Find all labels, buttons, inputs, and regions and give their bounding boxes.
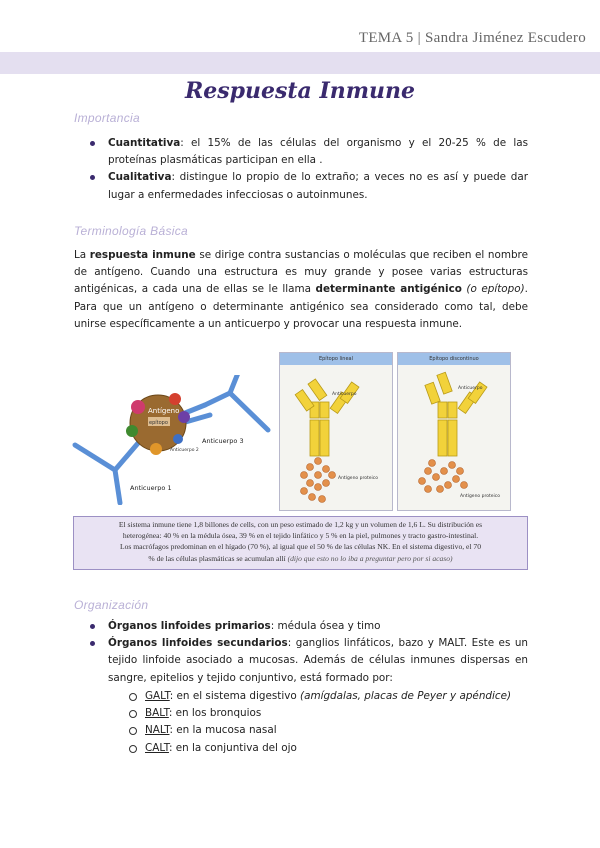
panel-discontinuous-epitope [397, 352, 511, 511]
terminologia-paragraph [74, 247, 528, 333]
list-item-text: : distingue lo propio de lo extraño; a veces no es así y puede dar lugar a enfermedades infecciosas o autoinmunes. [108, 171, 528, 201]
bullet-icon [90, 141, 95, 146]
term: Cualitativa [108, 171, 172, 184]
text: . Para que un antígeno o determinante antigénico sea considerado como tal, debe unirse específicamente a un anticuerpo y provocar una respuesta inmune. [74, 283, 528, 330]
text: (o epítopo) [461, 283, 525, 296]
list-item-text: : ganglios linfáticos, bazo y MALT. Este es un tejido linfoide asociado a mucosas. Además de células inmunes dispersas en sangre, epitelios y tejido conjuntivo, está formado por: [108, 637, 528, 684]
panel1-antigen-label: Antígeno proteico [338, 476, 378, 481]
bullet-icon [90, 175, 95, 180]
circle-bullet-icon [129, 727, 137, 735]
text: % de las células plasmáticas se acumulan allí [148, 553, 286, 563]
text: La [74, 249, 90, 261]
circle-bullet-icon [129, 710, 137, 718]
header-title: TEMA 5 | Sandra Jiménez Escudero [358, 30, 586, 46]
page-title: Respuesta Inmune [184, 78, 416, 104]
circle-bullet-icon [129, 745, 137, 753]
term: Órganos linfoides primarios [108, 620, 271, 632]
term: determinante antigénico [315, 283, 462, 296]
note-line: heterogénea: 40 % en la médula ósea, 39 % en el tejido linfático y 5 % en la piel, pulmones y tracto gastro-intestinal. [122, 531, 479, 541]
bullet-icon [90, 624, 95, 629]
term: CALT [145, 741, 169, 754]
panel-linear-epitope [279, 352, 393, 511]
term: Cuantitativa [108, 137, 181, 149]
list-item [108, 635, 528, 687]
note-line: Los macrófagos predominan en el hígado (70 %), al igual que el 50 % de las células NK. En el sistema digestivo, el 70 [119, 542, 482, 552]
bullet-icon [90, 641, 95, 646]
text: : en los bronquios [168, 707, 262, 720]
antibody2-label: Anticuerpo 2 [170, 448, 199, 453]
antibody1-label: Anticuerpo 1 [130, 484, 172, 492]
note-line [74, 553, 527, 564]
importancia-list [108, 135, 528, 204]
term: NALT [145, 724, 170, 737]
term: Órganos linfoides secundarios [108, 637, 288, 650]
section-heading-terminologia: Terminología Básica [74, 224, 188, 238]
section-heading-importancia: Importancia [74, 111, 140, 125]
list-item [108, 135, 528, 169]
list-item [108, 169, 528, 203]
term: GALT [145, 690, 170, 702]
text: : en la mucosa nasal [169, 724, 277, 737]
panel1-antibody-label: Anticuerpo [332, 392, 357, 397]
sub-list-item [145, 688, 525, 705]
circle-bullet-icon [129, 693, 137, 701]
section-heading-organizacion: Organización [74, 598, 149, 612]
antibody3-label: Anticuerpo 3 [202, 437, 244, 445]
text: : en el sistema digestivo [169, 690, 301, 702]
text: (amígdalas, placas de Peyer y apéndice) [300, 690, 512, 702]
antigen-antibody-figure [60, 375, 275, 505]
linear-epitope-icon [280, 365, 392, 510]
header-band [0, 52, 600, 74]
note-line: El sistema inmune tiene 1,8 billones de cells, con un peso estimado de 1,2 kg y un volumen de 1,6 L. Su distribución es [118, 520, 483, 529]
panel-title: Epítopo lineal [280, 353, 392, 365]
antigen-label: Antígeno [148, 407, 180, 415]
epitope-label: epítopo [149, 420, 168, 426]
term: BALT [145, 707, 169, 720]
panel2-antibody-label: Anticuerpo [458, 386, 483, 391]
panel2-antigen-label: Antígeno proteico [460, 494, 500, 499]
text: : en la conjuntiva del ojo [168, 741, 297, 754]
note-box [73, 516, 528, 570]
text: (dijo que esto no lo iba a preguntar pero por si acaso) [285, 553, 453, 563]
malt-sublist [145, 688, 525, 757]
text: se dirige contra sustancias o moléculas que reciben el nombre de antígeno. Cuando una estructura es muy grande y posee varias estructuras antigénicas, a cada una de ellas se le llama [74, 249, 528, 296]
list-item-text: : el 15% de las células del organismo y el 20-25 % de las proteínas plasmáticas participan en ella . [108, 137, 528, 167]
sub-list-item [145, 722, 525, 739]
sub-list-item [145, 740, 525, 757]
organizacion-list [108, 618, 528, 687]
term: respuesta inmune [89, 249, 196, 261]
list-item [108, 618, 528, 635]
discontinuous-epitope-icon [398, 365, 510, 510]
sub-list-item [145, 705, 525, 722]
panel-title: Epítopo discontinuo [398, 353, 510, 365]
list-item-text: : médula ósea y timo [270, 620, 381, 632]
